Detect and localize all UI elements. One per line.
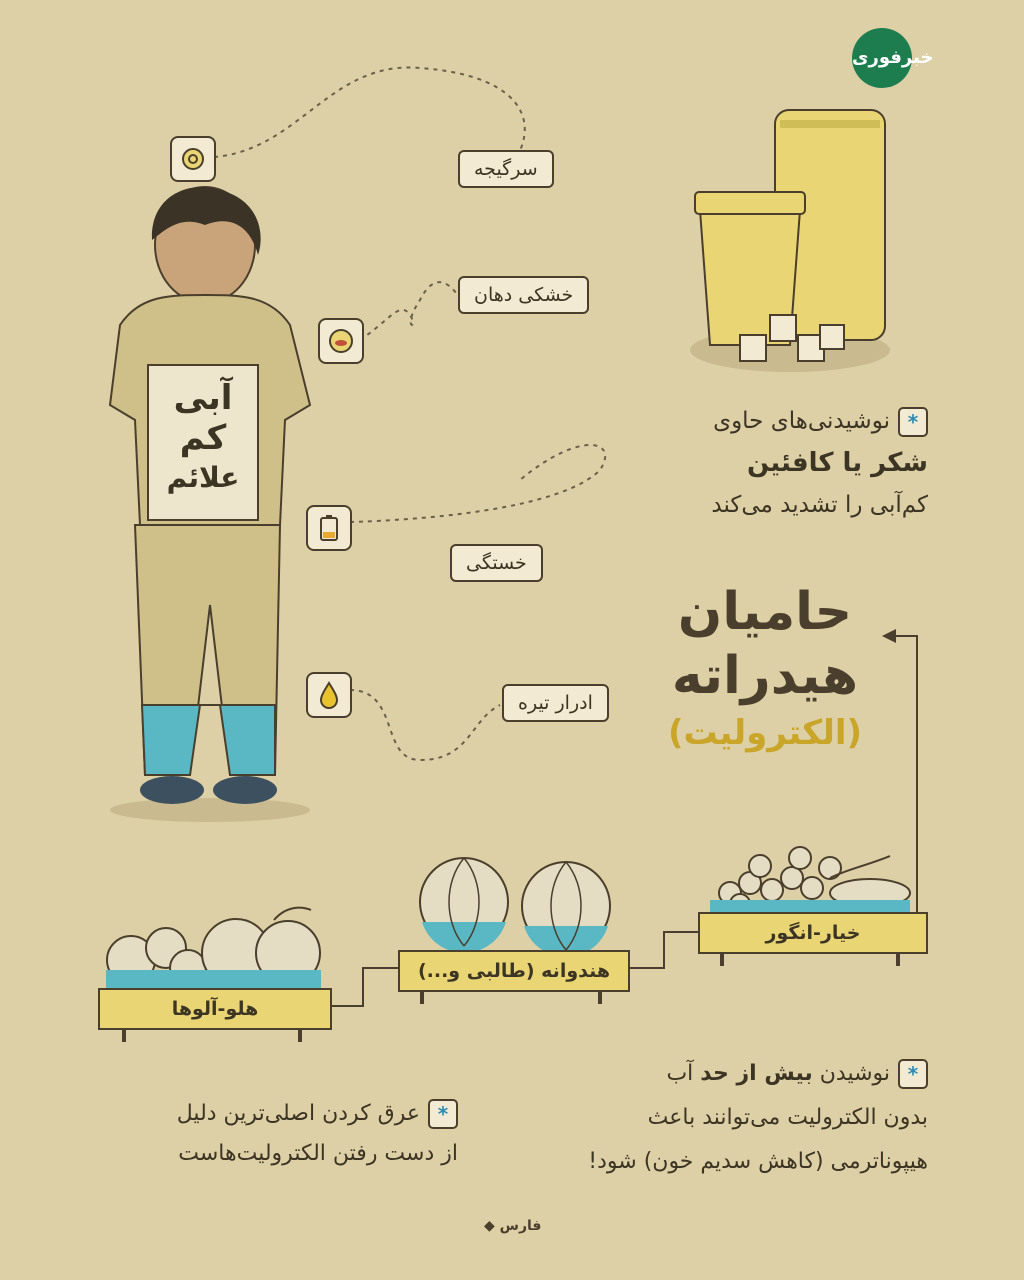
brand-logo: خبرفوری <box>852 28 912 88</box>
overdrink-note-line-1: *نوشیدن بیش از حد آب <box>488 1052 928 1096</box>
drinks-note-line-1: *نوشیدنی‌های حاوی <box>528 400 928 442</box>
sign-line-3: علائم <box>166 461 240 494</box>
symptom-dark-urine: ادرار تیره <box>502 684 609 722</box>
sugary-drinks-illustration <box>680 100 900 380</box>
shelf-leg <box>420 990 424 1004</box>
symptom-fatigue: خستگی <box>450 544 543 582</box>
head-spiral-icon <box>170 136 216 182</box>
grapes-cucumber-illustration <box>700 838 920 914</box>
sign-line-2: کم <box>179 418 227 458</box>
shelf-leg <box>598 990 602 1004</box>
title-line-2: هیدراته <box>671 646 859 706</box>
battery-icon <box>306 505 352 551</box>
drinks-note-line-2: شکر یا کافئین <box>746 448 928 478</box>
sign-line-1: آبی <box>173 378 233 418</box>
shelf-watermelon: هندوانه (طالبی و...) <box>398 950 630 992</box>
arrow-icon: ◆ <box>484 1218 495 1234</box>
mouth-icon <box>318 318 364 364</box>
overdrink-note-line-3: هیپوناترمی (کاهش سدیم خون) شود! <box>588 1149 928 1174</box>
man-illustration <box>80 185 340 825</box>
peaches-illustration <box>96 898 326 990</box>
title-line-3: (الکترولیت) <box>667 713 863 753</box>
shelf-leg <box>896 952 900 966</box>
shelf-leg <box>298 1028 302 1042</box>
shelf-leg <box>122 1028 126 1042</box>
melons-illustration <box>414 842 624 952</box>
symptom-dry-mouth: خشکی دهان <box>458 276 589 314</box>
title-line-1: حامیان <box>677 582 853 642</box>
shelf-cucumber-grape: خیار-انگور <box>698 912 928 954</box>
drop-icon <box>306 672 352 718</box>
sweat-note-line-1: *عرق کردن اصلی‌ترین دلیل <box>78 1094 458 1134</box>
asterisk-icon: * <box>898 407 928 437</box>
sweat-note <box>78 1094 458 1174</box>
footer-logo: فارس ◆ <box>484 1218 542 1234</box>
sign-text <box>148 378 258 498</box>
overdrink-note <box>488 1052 928 1184</box>
shelf-leg <box>720 952 724 966</box>
shelf-peach-plum: هلو-آلوها <box>98 988 332 1030</box>
overdrink-note-line-2: بدون الکترولیت می‌توانند باعث <box>647 1105 928 1130</box>
asterisk-icon: * <box>898 1059 928 1089</box>
symptom-dizziness: سرگیجه <box>458 150 554 188</box>
asterisk-icon: * <box>428 1099 458 1129</box>
drinks-note <box>528 400 928 526</box>
drinks-note-line-3: کم‌آبی را تشدید می‌کند <box>711 492 928 518</box>
main-title <box>630 580 900 758</box>
sweat-note-line-2: از دست رفتن الکترولیت‌هاست <box>178 1141 458 1166</box>
